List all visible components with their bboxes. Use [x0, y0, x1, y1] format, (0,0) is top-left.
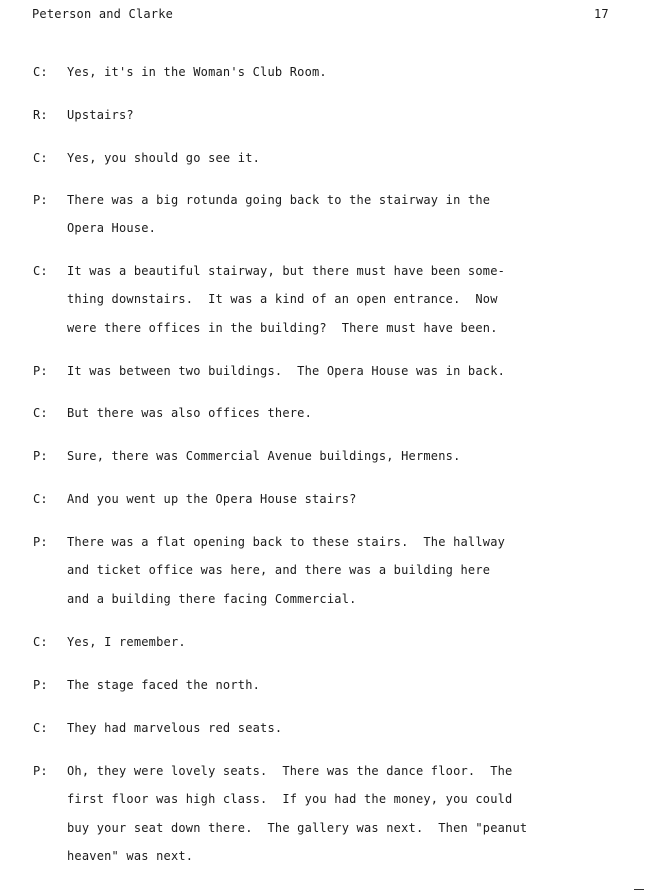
dialogue-line: Oh, they were lovely seats. There was the dance floor. The [67, 764, 513, 778]
dialogue-line: The stage faced the north. [67, 678, 261, 692]
speaker-label: R: [33, 108, 48, 122]
speaker-label: P: [33, 764, 48, 778]
dialogue-line: heaven" was next. [67, 849, 194, 863]
dialogue-line: But there was also offices there. [67, 406, 313, 420]
dialogue-line: Upstairs? [67, 108, 134, 122]
speaker-label: P: [33, 193, 48, 207]
dialogue-line: and a building there facing Commercial. [67, 592, 357, 606]
dialogue-line: Yes, it's in the Woman's Club Room. [67, 65, 327, 79]
dialogue-line: Yes, you should go see it. [67, 151, 261, 165]
header-title: Peterson and Clarke [32, 7, 174, 21]
speaker-label: C: [33, 151, 48, 165]
dialogue-line: They had marvelous red seats. [67, 721, 283, 735]
dialogue-line: and ticket office was here, and there was a building here [67, 563, 491, 577]
dialogue-line: Sure, there was Commercial Avenue buildings, Hermens. [67, 449, 461, 463]
dialogue-line: were there offices in the building? There must have been. [67, 321, 498, 335]
speaker-label: P: [33, 535, 48, 549]
speaker-label: C: [33, 721, 48, 735]
speaker-label: C: [33, 635, 48, 649]
dialogue-line: buy your seat down there. The gallery was next. Then "peanut [67, 821, 528, 835]
page-number: 17 [594, 7, 609, 21]
dialogue-line: And you went up the Opera House stairs? [67, 492, 357, 506]
speaker-label: P: [33, 678, 48, 692]
dialogue-line: Yes, I remember. [67, 635, 186, 649]
scan-corner-mark [634, 889, 644, 890]
speaker-label: C: [33, 65, 48, 79]
speaker-label: P: [33, 449, 48, 463]
dialogue-line: There was a flat opening back to these stairs. The hallway [67, 535, 506, 549]
speaker-label: C: [33, 406, 48, 420]
dialogue-line: thing downstairs. It was a kind of an open entrance. Now [67, 292, 498, 306]
dialogue-line: There was a big rotunda going back to the stairway in the [67, 193, 491, 207]
speaker-label: P: [33, 364, 48, 378]
dialogue-line: first floor was high class. If you had the money, you could [67, 792, 513, 806]
speaker-label: C: [33, 492, 48, 506]
dialogue-line: Opera House. [67, 221, 157, 235]
speaker-label: C: [33, 264, 48, 278]
dialogue-line: It was between two buildings. The Opera House was in back. [67, 364, 506, 378]
dialogue-line: It was a beautiful stairway, but there must have been some- [67, 264, 506, 278]
